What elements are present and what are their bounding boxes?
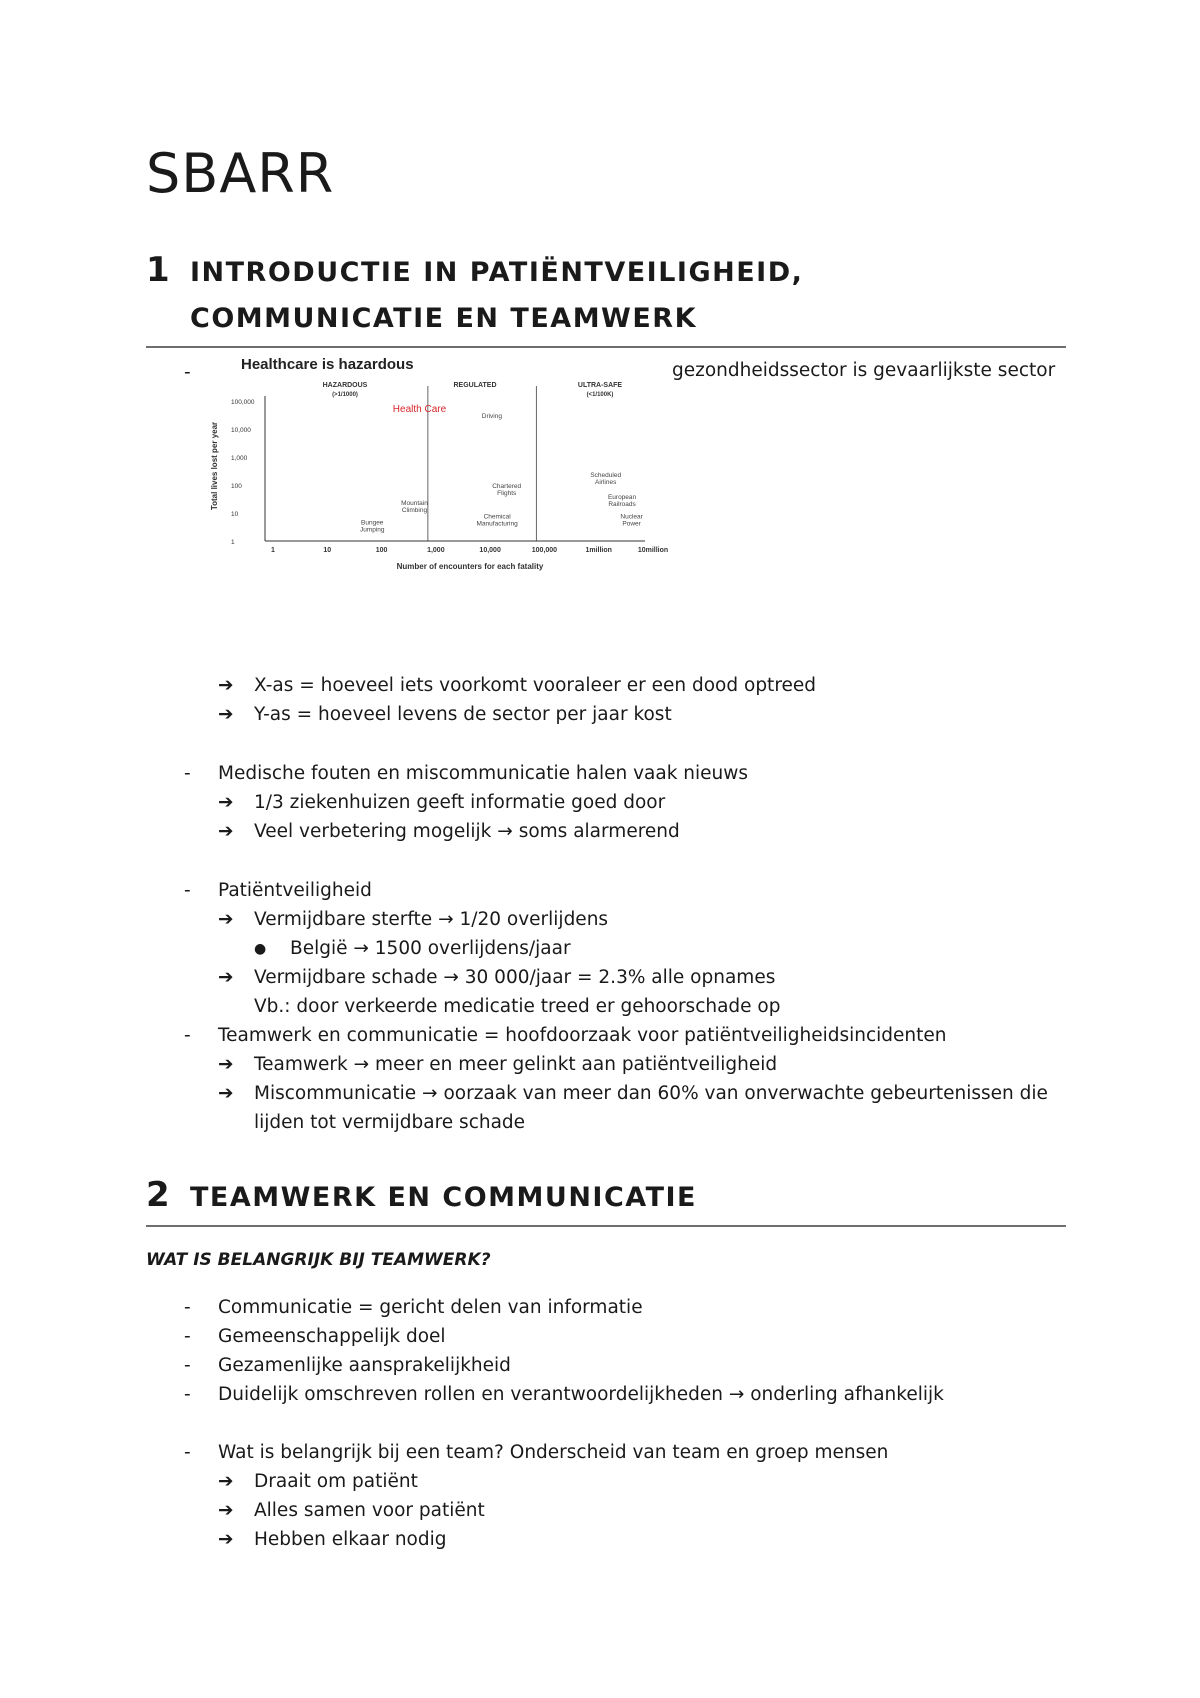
y-tick-label: 1,000 — [231, 455, 248, 462]
data-point-label-line: Railroads — [608, 500, 636, 508]
x-tick-label: 1 — [271, 547, 275, 554]
y-tick-label: 10 — [231, 511, 239, 518]
section-1-heading-line2: COMMUNICATIE EN TEAMWERK — [190, 303, 697, 334]
list-item: Gemeenschappelijk doel — [218, 1326, 446, 1347]
data-point-label-line: Mountain — [401, 500, 428, 508]
x-tick-label: 1,000 — [427, 547, 445, 554]
inline-arrow-icon: → — [497, 821, 513, 842]
list-item-patient-b: ➔ Vermijdbare schade → 30 000/jaar = 2.3% alle opnames — [218, 967, 776, 988]
zone-label: REGULATED — [453, 382, 497, 389]
data-point-label — [477, 513, 519, 527]
hazard-chart — [205, 356, 669, 576]
list-item-yas: ➔ Y-as = hoeveel levens de sector per jaar kost — [218, 704, 672, 725]
list-dash: - — [184, 763, 191, 784]
inline-arrow-icon: → — [438, 909, 454, 930]
zone-label: HAZARDOUS — [322, 382, 368, 389]
list-item-medische-a: ➔ 1/3 ziekenhuizen geeft informatie goed door — [218, 792, 666, 813]
list-dash: - — [184, 362, 191, 383]
list-item-teamwerk-b-cont: lijden tot vermijdbare schade — [254, 1112, 526, 1133]
arrow-icon: ➔ — [218, 675, 234, 696]
list-item-medische: Medische fouten en miscommunicatie halen vaak nieuws — [218, 763, 749, 784]
data-point-label — [360, 520, 385, 534]
section-2-number: 2 — [146, 1175, 170, 1215]
list-item-roles: Duidelijk omschreven rollen en verantwoordelijkheden → onderling afhankelijk — [218, 1384, 944, 1405]
data-point-label-line: Flights — [497, 490, 517, 498]
data-point-label-line: Manufacturing — [476, 520, 518, 528]
arrow-icon: ➔ — [218, 821, 234, 842]
list-item-xas: ➔ X-as = hoeveel iets voorkomt vooraleer er een dood optreed — [218, 675, 817, 696]
list-dash: - — [184, 880, 191, 901]
inline-arrow-icon: → — [422, 1083, 438, 1104]
section-2-heading — [146, 1175, 1066, 1227]
list-item-team-sub: ➔ Hebben elkaar nodig — [218, 1529, 447, 1550]
inline-arrow-icon: → — [443, 967, 459, 988]
arrow-icon: ➔ — [218, 1471, 234, 1492]
data-point-label-line: Power — [622, 520, 641, 528]
x-axis-label: Number of encounters for each fatality — [396, 562, 544, 571]
x-tick-label: 10,000 — [479, 547, 501, 554]
x-tick-label: 100 — [375, 547, 388, 554]
data-point-label — [492, 483, 521, 497]
list-dash: - — [184, 1297, 191, 1318]
section-1-number: 1 — [146, 250, 170, 290]
list-dash: - — [184, 1025, 191, 1046]
x-tick-label: 10 — [323, 547, 332, 554]
x-tick-label: 10million — [637, 547, 669, 554]
zone-label: ULTRA-SAFE — [577, 382, 623, 389]
list-dash: - — [184, 1384, 191, 1405]
list-dash: - — [184, 1355, 191, 1376]
y-axis-label: Total lives lost per year — [210, 421, 219, 511]
list-item-team-sub: ➔ Alles samen voor patiënt — [218, 1500, 485, 1521]
list-item: Gezamenlijke aansprakelijkheid — [218, 1355, 511, 1376]
x-tick-label: 100,000 — [531, 547, 558, 554]
data-point-label-line: European — [607, 493, 637, 501]
document-title: SBARR — [146, 142, 335, 205]
data-point-label-line: Bungee — [361, 519, 384, 527]
zone-sublabel: (>1/1000) — [332, 392, 358, 398]
section-1-heading-line1: INTRODUCTIE IN PATIËNTVEILIGHEID, — [190, 257, 804, 288]
data-point-label — [590, 472, 621, 486]
list-item-patient-a-bullet: ● België → 1500 overlijdens/jaar — [254, 938, 571, 959]
data-point-label-line: Climbing — [401, 507, 428, 515]
data-point-label-line: Chemical — [483, 513, 511, 521]
inline-arrow-icon: → — [728, 1384, 745, 1405]
data-point-label: Health Care — [392, 404, 447, 416]
list-dash: - — [184, 1326, 191, 1347]
arrow-icon: ➔ — [218, 704, 234, 725]
list-item-patient-b-example: Vb.: door verkeerde medicatie treed er gehoorschade op — [254, 996, 781, 1017]
y-tick-label: 1 — [231, 539, 235, 546]
x-tick-label: 1million — [585, 547, 612, 554]
section-2-subheading: WAT IS BELANGRIJK BIJ TEAMWERK? — [146, 1250, 491, 1270]
y-tick-label: 100,000 — [231, 399, 255, 406]
arrow-icon: ➔ — [218, 967, 234, 988]
arrow-icon: ➔ — [218, 1529, 234, 1550]
arrow-icon: ➔ — [218, 792, 234, 813]
data-point-label-line: Jumping — [359, 526, 385, 534]
list-item-teamwerk: Teamwerk en communicatie = hoofdoorzaak voor patiëntveiligheidsincidenten — [218, 1025, 947, 1046]
section-1-heading — [146, 250, 1066, 348]
arrow-icon: ➔ — [218, 1500, 234, 1521]
list-item-teamwerk-b: ➔ Miscommunicatie → oorzaak van meer dan 60% van onverwachte gebeurtenissen die — [218, 1083, 1048, 1104]
inline-arrow-icon: → — [353, 1054, 370, 1075]
arrow-icon: ➔ — [218, 1054, 234, 1075]
list-item-team-sub: ➔ Draait om patiënt — [218, 1471, 418, 1492]
list-item: Communicatie = gericht delen van informatie — [218, 1297, 643, 1318]
list-item-medische-b: ➔ Veel verbetering mogelijk → soms alarmerend — [218, 821, 680, 842]
data-point-label: Driving — [481, 412, 502, 420]
arrow-icon: ➔ — [218, 1083, 234, 1104]
data-point-label — [401, 500, 428, 514]
list-item-teamwerk-a: ➔ Teamwerk → meer en meer gelinkt aan patiëntveiligheid — [218, 1054, 778, 1075]
data-point-label-line: Nuclear — [620, 513, 643, 521]
hazard-chart-svg — [205, 356, 669, 576]
arrow-icon: ➔ — [218, 909, 234, 930]
data-point-label-line: Airlines — [595, 479, 617, 487]
list-dash: - — [184, 1442, 191, 1463]
y-tick-label: 10,000 — [231, 427, 251, 434]
bullet-icon: ● — [254, 941, 267, 957]
list-item-patient-a: ➔ Vermijdbare sterfte → 1/20 overlijdens — [218, 909, 609, 930]
data-point-label — [608, 494, 637, 508]
chart-title: Healthcare is hazardous — [241, 356, 414, 373]
zone-sublabel: (<1/100K) — [586, 392, 614, 398]
y-tick-label: 100 — [231, 483, 242, 490]
data-point-label-line: Chartered — [492, 483, 522, 491]
data-point-label-line: Scheduled — [590, 472, 622, 480]
data-point-label — [620, 513, 643, 527]
chart-caption: gezondheidssector is gevaarlijkste sector — [672, 360, 1056, 381]
inline-arrow-icon: → — [353, 938, 369, 959]
list-item-team-question: Wat is belangrijk bij een team? Onderscheid van team en groep mensen — [218, 1442, 889, 1463]
section-2-heading-text: TEAMWERK EN COMMUNICATIE — [190, 1182, 697, 1213]
list-item-patient: Patiëntveiligheid — [218, 880, 372, 901]
